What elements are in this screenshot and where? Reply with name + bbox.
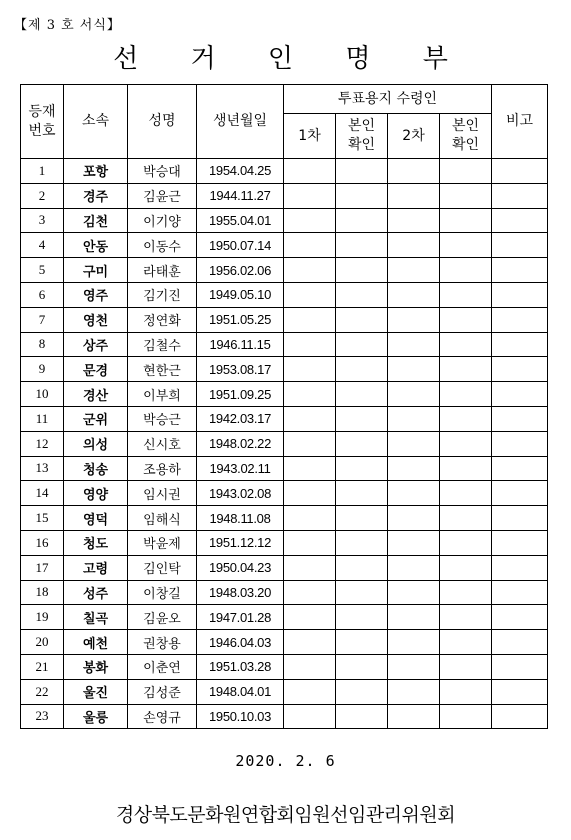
cell-birthdate: 1946.04.03 bbox=[197, 630, 284, 655]
cell-second-identity-check bbox=[440, 258, 492, 283]
cell-registration-number: 1 bbox=[21, 159, 64, 184]
cell-birthdate: 1950.04.23 bbox=[197, 555, 284, 580]
cell-first-identity-check bbox=[336, 382, 388, 407]
cell-first-identity-check bbox=[336, 233, 388, 258]
cell-branch: 포항 bbox=[64, 159, 128, 184]
cell-name: 김윤오 bbox=[128, 605, 197, 630]
cell-second-round bbox=[388, 431, 440, 456]
cell-name: 정연화 bbox=[128, 307, 197, 332]
table-row bbox=[21, 456, 548, 481]
cell-remarks bbox=[492, 630, 548, 655]
cell-second-round bbox=[388, 605, 440, 630]
table-row bbox=[21, 233, 548, 258]
cell-name: 권창용 bbox=[128, 630, 197, 655]
cell-second-identity-check bbox=[440, 406, 492, 431]
cell-registration-number: 14 bbox=[21, 481, 64, 506]
table-row bbox=[21, 704, 548, 729]
table-row bbox=[21, 431, 548, 456]
cell-birthdate: 1949.05.10 bbox=[197, 282, 284, 307]
cell-name: 라태훈 bbox=[128, 258, 197, 283]
cell-name: 이창길 bbox=[128, 580, 197, 605]
cell-second-identity-check bbox=[440, 159, 492, 184]
cell-second-identity-check bbox=[440, 282, 492, 307]
cell-branch: 영주 bbox=[64, 282, 128, 307]
cell-birthdate: 1953.08.17 bbox=[197, 357, 284, 382]
table-row bbox=[21, 481, 548, 506]
header-birthdate: 생년월일 bbox=[197, 85, 284, 159]
cell-name: 박윤제 bbox=[128, 530, 197, 555]
cell-branch: 청도 bbox=[64, 530, 128, 555]
cell-remarks bbox=[492, 580, 548, 605]
cell-branch: 울릉 bbox=[64, 704, 128, 729]
cell-name: 임시권 bbox=[128, 481, 197, 506]
cell-second-identity-check bbox=[440, 233, 492, 258]
cell-second-round bbox=[388, 258, 440, 283]
header-first-identity-check bbox=[336, 114, 388, 159]
cell-birthdate: 1948.03.20 bbox=[197, 580, 284, 605]
header-remarks: 비고 bbox=[492, 85, 548, 159]
cell-second-round bbox=[388, 555, 440, 580]
cell-birthdate: 1956.02.06 bbox=[197, 258, 284, 283]
table-header-row bbox=[21, 85, 548, 114]
table-row bbox=[21, 630, 548, 655]
table-row bbox=[21, 282, 548, 307]
cell-remarks bbox=[492, 159, 548, 184]
table-row bbox=[21, 506, 548, 531]
cell-first-identity-check bbox=[336, 605, 388, 630]
header-first-round: 1차 bbox=[284, 114, 336, 159]
cell-remarks bbox=[492, 679, 548, 704]
cell-first-round bbox=[284, 357, 336, 382]
cell-remarks bbox=[492, 506, 548, 531]
cell-remarks bbox=[492, 233, 548, 258]
cell-first-identity-check bbox=[336, 258, 388, 283]
cell-first-round bbox=[284, 208, 336, 233]
cell-first-identity-check bbox=[336, 208, 388, 233]
table-row bbox=[21, 183, 548, 208]
cell-birthdate: 1950.07.14 bbox=[197, 233, 284, 258]
header-ballot-recipient: 투표용지 수령인 bbox=[284, 85, 492, 114]
cell-remarks bbox=[492, 431, 548, 456]
cell-branch: 상주 bbox=[64, 332, 128, 357]
table-row bbox=[21, 382, 548, 407]
cell-first-round bbox=[284, 654, 336, 679]
cell-first-round bbox=[284, 332, 336, 357]
cell-name: 이기양 bbox=[128, 208, 197, 233]
table-row bbox=[21, 605, 548, 630]
header-registration-number bbox=[21, 85, 64, 159]
cell-second-identity-check bbox=[440, 183, 492, 208]
cell-registration-number: 7 bbox=[21, 307, 64, 332]
table-row bbox=[21, 258, 548, 283]
cell-second-round bbox=[388, 183, 440, 208]
cell-birthdate: 1943.02.11 bbox=[197, 456, 284, 481]
cell-branch: 예천 bbox=[64, 630, 128, 655]
cell-birthdate: 1954.04.25 bbox=[197, 159, 284, 184]
header-registration-number-label: 등재 번호 bbox=[28, 103, 56, 139]
table-row bbox=[21, 208, 548, 233]
cell-first-round bbox=[284, 605, 336, 630]
cell-second-identity-check bbox=[440, 357, 492, 382]
cell-first-identity-check bbox=[336, 332, 388, 357]
cell-first-identity-check bbox=[336, 159, 388, 184]
cell-remarks bbox=[492, 258, 548, 283]
table-row bbox=[21, 555, 548, 580]
cell-second-identity-check bbox=[440, 506, 492, 531]
cell-remarks bbox=[492, 481, 548, 506]
cell-branch: 구미 bbox=[64, 258, 128, 283]
cell-registration-number: 19 bbox=[21, 605, 64, 630]
cell-name: 박승대 bbox=[128, 159, 197, 184]
cell-remarks bbox=[492, 530, 548, 555]
cell-birthdate: 1950.10.03 bbox=[197, 704, 284, 729]
cell-first-identity-check bbox=[336, 456, 388, 481]
cell-remarks bbox=[492, 332, 548, 357]
cell-name: 김윤근 bbox=[128, 183, 197, 208]
cell-first-identity-check bbox=[336, 630, 388, 655]
cell-registration-number: 15 bbox=[21, 506, 64, 531]
cell-second-identity-check bbox=[440, 481, 492, 506]
cell-branch: 봉화 bbox=[64, 654, 128, 679]
cell-remarks bbox=[492, 382, 548, 407]
cell-registration-number: 5 bbox=[21, 258, 64, 283]
cell-branch: 안동 bbox=[64, 233, 128, 258]
cell-name: 김기진 bbox=[128, 282, 197, 307]
cell-first-identity-check bbox=[336, 580, 388, 605]
cell-first-identity-check bbox=[336, 282, 388, 307]
cell-first-round bbox=[284, 431, 336, 456]
cell-branch: 울진 bbox=[64, 679, 128, 704]
cell-registration-number: 17 bbox=[21, 555, 64, 580]
cell-name: 이춘연 bbox=[128, 654, 197, 679]
cell-first-round bbox=[284, 282, 336, 307]
cell-branch: 영양 bbox=[64, 481, 128, 506]
cell-branch: 경산 bbox=[64, 382, 128, 407]
cell-registration-number: 16 bbox=[21, 530, 64, 555]
cell-registration-number: 12 bbox=[21, 431, 64, 456]
header-name: 성명 bbox=[128, 85, 197, 159]
cell-second-identity-check bbox=[440, 555, 492, 580]
table-row bbox=[21, 406, 548, 431]
cell-second-round bbox=[388, 481, 440, 506]
cell-branch: 칠곡 bbox=[64, 605, 128, 630]
cell-first-round bbox=[284, 258, 336, 283]
organization-name: 경상북도문화원연합회임원선임관리위원회 bbox=[115, 804, 456, 826]
roster-body bbox=[21, 159, 548, 729]
cell-first-identity-check bbox=[336, 530, 388, 555]
cell-branch: 김천 bbox=[64, 208, 128, 233]
cell-birthdate: 1947.01.28 bbox=[197, 605, 284, 630]
cell-birthdate: 1951.09.25 bbox=[197, 382, 284, 407]
cell-name: 임해식 bbox=[128, 506, 197, 531]
cell-registration-number: 8 bbox=[21, 332, 64, 357]
cell-registration-number: 18 bbox=[21, 580, 64, 605]
cell-first-round bbox=[284, 183, 336, 208]
cell-branch: 의성 bbox=[64, 431, 128, 456]
cell-first-round bbox=[284, 530, 336, 555]
cell-first-identity-check bbox=[336, 406, 388, 431]
cell-remarks bbox=[492, 357, 548, 382]
cell-second-identity-check bbox=[440, 307, 492, 332]
cell-birthdate: 1948.04.01 bbox=[197, 679, 284, 704]
cell-first-round bbox=[284, 159, 336, 184]
cell-remarks bbox=[492, 183, 548, 208]
cell-branch: 청송 bbox=[64, 456, 128, 481]
cell-name: 손영규 bbox=[128, 704, 197, 729]
cell-second-identity-check bbox=[440, 382, 492, 407]
cell-first-identity-check bbox=[336, 506, 388, 531]
cell-branch: 영천 bbox=[64, 307, 128, 332]
cell-name: 김인탁 bbox=[128, 555, 197, 580]
table-row bbox=[21, 159, 548, 184]
cell-birthdate: 1948.11.08 bbox=[197, 506, 284, 531]
cell-first-round bbox=[284, 307, 336, 332]
cell-registration-number: 20 bbox=[21, 630, 64, 655]
cell-second-round bbox=[388, 506, 440, 531]
table-row bbox=[21, 679, 548, 704]
cell-second-identity-check bbox=[440, 630, 492, 655]
cell-second-identity-check bbox=[440, 580, 492, 605]
cell-second-round bbox=[388, 282, 440, 307]
cell-second-round bbox=[388, 357, 440, 382]
cell-name: 현한근 bbox=[128, 357, 197, 382]
cell-birthdate: 1951.03.28 bbox=[197, 654, 284, 679]
cell-branch: 고령 bbox=[64, 555, 128, 580]
cell-registration-number: 9 bbox=[21, 357, 64, 382]
cell-registration-number: 13 bbox=[21, 456, 64, 481]
cell-second-identity-check bbox=[440, 530, 492, 555]
cell-remarks bbox=[492, 282, 548, 307]
header-second-identity-check bbox=[440, 114, 492, 159]
cell-first-round bbox=[284, 704, 336, 729]
cell-first-identity-check bbox=[336, 183, 388, 208]
cell-second-round bbox=[388, 382, 440, 407]
cell-first-round bbox=[284, 456, 336, 481]
cell-name: 김철수 bbox=[128, 332, 197, 357]
cell-first-identity-check bbox=[336, 555, 388, 580]
voter-roster-table bbox=[20, 84, 548, 729]
cell-first-identity-check bbox=[336, 481, 388, 506]
cell-registration-number: 23 bbox=[21, 704, 64, 729]
header-first-identity-check-label: 본인 확인 bbox=[347, 118, 376, 153]
cell-first-identity-check bbox=[336, 431, 388, 456]
cell-first-round bbox=[284, 233, 336, 258]
cell-birthdate: 1951.12.12 bbox=[197, 530, 284, 555]
cell-registration-number: 21 bbox=[21, 654, 64, 679]
document-date: 2020. 2. 6 bbox=[235, 752, 336, 770]
cell-second-identity-check bbox=[440, 456, 492, 481]
cell-second-round bbox=[388, 530, 440, 555]
cell-remarks bbox=[492, 654, 548, 679]
table-row bbox=[21, 580, 548, 605]
table-row bbox=[21, 307, 548, 332]
cell-second-round bbox=[388, 406, 440, 431]
cell-registration-number: 4 bbox=[21, 233, 64, 258]
cell-remarks bbox=[492, 605, 548, 630]
cell-first-round bbox=[284, 406, 336, 431]
cell-first-round bbox=[284, 506, 336, 531]
cell-second-identity-check bbox=[440, 605, 492, 630]
cell-name: 이부희 bbox=[128, 382, 197, 407]
cell-birthdate: 1955.04.01 bbox=[197, 208, 284, 233]
cell-branch: 경주 bbox=[64, 183, 128, 208]
cell-second-round bbox=[388, 233, 440, 258]
cell-remarks bbox=[492, 555, 548, 580]
cell-name: 이동수 bbox=[128, 233, 197, 258]
cell-second-round bbox=[388, 456, 440, 481]
cell-second-identity-check bbox=[440, 704, 492, 729]
table-row bbox=[21, 654, 548, 679]
cell-second-round bbox=[388, 679, 440, 704]
cell-second-round bbox=[388, 580, 440, 605]
cell-second-identity-check bbox=[440, 332, 492, 357]
cell-first-round bbox=[284, 481, 336, 506]
table-row bbox=[21, 530, 548, 555]
cell-name: 조용하 bbox=[128, 456, 197, 481]
cell-remarks bbox=[492, 704, 548, 729]
header-branch: 소속 bbox=[64, 85, 128, 159]
cell-first-identity-check bbox=[336, 654, 388, 679]
cell-remarks bbox=[492, 456, 548, 481]
header-second-round: 2차 bbox=[388, 114, 440, 159]
document-title: 선 거 인 명 부 bbox=[113, 44, 458, 74]
cell-birthdate: 1948.02.22 bbox=[197, 431, 284, 456]
cell-remarks bbox=[492, 208, 548, 233]
table-row bbox=[21, 332, 548, 357]
cell-first-round bbox=[284, 679, 336, 704]
cell-second-identity-check bbox=[440, 431, 492, 456]
cell-birthdate: 1944.11.27 bbox=[197, 183, 284, 208]
cell-branch: 영덕 bbox=[64, 506, 128, 531]
cell-branch: 문경 bbox=[64, 357, 128, 382]
cell-second-round bbox=[388, 208, 440, 233]
cell-name: 김성준 bbox=[128, 679, 197, 704]
cell-first-identity-check bbox=[336, 704, 388, 729]
cell-second-round bbox=[388, 630, 440, 655]
header-second-identity-check-label: 본인 확인 bbox=[451, 118, 480, 153]
cell-birthdate: 1942.03.17 bbox=[197, 406, 284, 431]
cell-birthdate: 1946.11.15 bbox=[197, 332, 284, 357]
cell-registration-number: 22 bbox=[21, 679, 64, 704]
cell-first-round bbox=[284, 555, 336, 580]
cell-registration-number: 6 bbox=[21, 282, 64, 307]
cell-first-round bbox=[284, 630, 336, 655]
cell-birthdate: 1943.02.08 bbox=[197, 481, 284, 506]
cell-second-round bbox=[388, 704, 440, 729]
cell-first-round bbox=[284, 382, 336, 407]
cell-second-round bbox=[388, 332, 440, 357]
cell-second-round bbox=[388, 307, 440, 332]
cell-second-identity-check bbox=[440, 208, 492, 233]
cell-second-round bbox=[388, 159, 440, 184]
cell-first-identity-check bbox=[336, 307, 388, 332]
table-row bbox=[21, 357, 548, 382]
cell-second-round bbox=[388, 654, 440, 679]
cell-name: 신시호 bbox=[128, 431, 197, 456]
cell-remarks bbox=[492, 307, 548, 332]
form-number-label: 【제 3 호 서식】 bbox=[14, 18, 121, 33]
cell-second-identity-check bbox=[440, 654, 492, 679]
cell-first-identity-check bbox=[336, 679, 388, 704]
cell-registration-number: 2 bbox=[21, 183, 64, 208]
cell-branch: 군위 bbox=[64, 406, 128, 431]
cell-branch: 성주 bbox=[64, 580, 128, 605]
cell-remarks bbox=[492, 406, 548, 431]
cell-first-identity-check bbox=[336, 357, 388, 382]
cell-registration-number: 3 bbox=[21, 208, 64, 233]
cell-birthdate: 1951.05.25 bbox=[197, 307, 284, 332]
cell-first-round bbox=[284, 580, 336, 605]
cell-registration-number: 11 bbox=[21, 406, 64, 431]
cell-registration-number: 10 bbox=[21, 382, 64, 407]
cell-name: 박승근 bbox=[128, 406, 197, 431]
cell-second-identity-check bbox=[440, 679, 492, 704]
